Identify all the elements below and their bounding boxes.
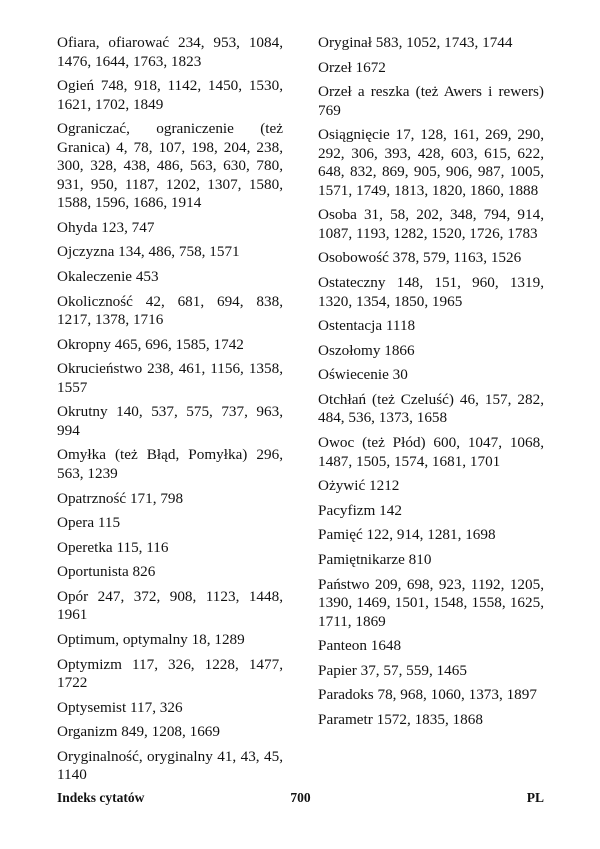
index-entry: Osiągnięcie 17, 128, 161, 269, 290, 292, 306, 393, 428, 603, 615, 622, 648, 832, 869, 905, 906, 987, 1005, 1571, 1749, 1813, 1820, 1860, 1888 — [318, 126, 544, 199]
index-entry: Oryginał 583, 1052, 1743, 1744 — [318, 34, 513, 51]
index-entry: Oportunista 826 — [57, 563, 156, 581]
index-entry: Opór 247, 372, 908, 1123, 1448, 1961 — [57, 587, 283, 624]
index-column-right — [318, 34, 544, 735]
index-entry: Otchłań (też Czeluść) 46, 157, 282, 484, 536, 1373, 1658 — [318, 390, 544, 427]
index-entry: Parametr 1572, 1835, 1868 — [318, 710, 483, 728]
index-entry: Oryginalność, oryginalny 41, 43, 45, 1140 — [57, 747, 283, 784]
index-entry: Panteon 1648 — [318, 637, 402, 655]
index-entry: Osoba 31, 58, 202, 348, 794, 914, 1087, 1193, 1282, 1520, 1726, 1783 — [318, 206, 544, 242]
page-number: 700 — [290, 790, 311, 805]
index-entry: Optymizm 117, 326, 1228, 1477, 1722 — [57, 655, 283, 692]
index-entry: Opatrzność 171, 798 — [57, 489, 184, 507]
index-entry: Okrutny 140, 537, 575, 737, 963, 994 — [57, 403, 283, 439]
index-entry: Osobowość 378, 579, 1163, 1526 — [318, 249, 522, 267]
index-entry: Ostentacja 1118 — [318, 317, 416, 335]
index-entry: Oświecenie 30 — [318, 366, 408, 384]
index-column-left — [57, 34, 283, 791]
index-entry: Optysemist 117, 326 — [57, 698, 183, 716]
index-entry: Orzeł a reszka (też Awers i rewers) 769 — [318, 83, 544, 119]
index-entry: Ostateczny 148, 151, 960, 1319, 1320, 1354, 1850, 1965 — [318, 274, 544, 310]
footer-title: Indeks cytatów — [57, 790, 145, 805]
index-entry: Optimum, optymalny 18, 1289 — [57, 631, 245, 648]
index-entry: Okrucieństwo 238, 461, 1156, 1358, 1557 — [57, 360, 283, 396]
index-entry: Okaleczenie 453 — [57, 267, 159, 285]
index-entry: Papier 37, 57, 559, 1465 — [318, 661, 467, 679]
index-entry: Ohyda 123, 747 — [57, 218, 155, 236]
index-entry: Państwo 209, 698, 923, 1192, 1205, 1390, 1469, 1501, 1548, 1558, 1625, 1711, 1869 — [318, 575, 544, 630]
index-entry: Orzeł 1672 — [318, 58, 386, 76]
index-entry: Omyłka (też Błąd, Pomyłka) 296, 563, 1239 — [57, 446, 283, 482]
index-entry: Ojczyzna 134, 486, 758, 1571 — [57, 243, 240, 261]
footer-language: PL — [526, 790, 544, 805]
index-entry: Pamięć 122, 914, 1281, 1698 — [318, 526, 496, 544]
index-entry: Operetka 115, 116 — [57, 538, 169, 556]
index-entry: Opera 115 — [57, 514, 121, 532]
page-footer — [57, 789, 544, 807]
index-entry: Owoc (też Płód) 600, 1047, 1068, 1487, 1505, 1574, 1681, 1701 — [318, 434, 544, 470]
index-entry: Pacyfizm 142 — [318, 501, 402, 519]
index-entry: Organizm 849, 1208, 1669 — [57, 723, 220, 741]
index-entry: Oszołomy 1866 — [318, 341, 415, 359]
index-entry: Ożywić 1212 — [318, 477, 400, 495]
index-entry: Ogień 748, 918, 1142, 1450, 1530, 1621, 1702, 1849 — [57, 77, 283, 113]
index-entry: Ofiara, ofiarować 234, 953, 1084, 1476, 1644, 1763, 1823 — [57, 34, 283, 70]
index-entry: Okoliczność 42, 681, 694, 838, 1217, 1378, 1716 — [57, 292, 283, 329]
index-entry: Pamiętnikarze 810 — [318, 550, 432, 568]
index-entry: Ograniczać, ograniczenie (też Granica) 4, 78, 107, 198, 204, 238, 300, 328, 438, 486, 563, 630, 780, 931, 950, 1187, 1202, 1307, 1580, 1588, 1596, 1686, 1914 — [57, 120, 283, 212]
index-entry: Paradoks 78, 968, 1060, 1373, 1897 — [318, 686, 537, 704]
index-entry: Okropny 465, 696, 1585, 1742 — [57, 335, 244, 353]
